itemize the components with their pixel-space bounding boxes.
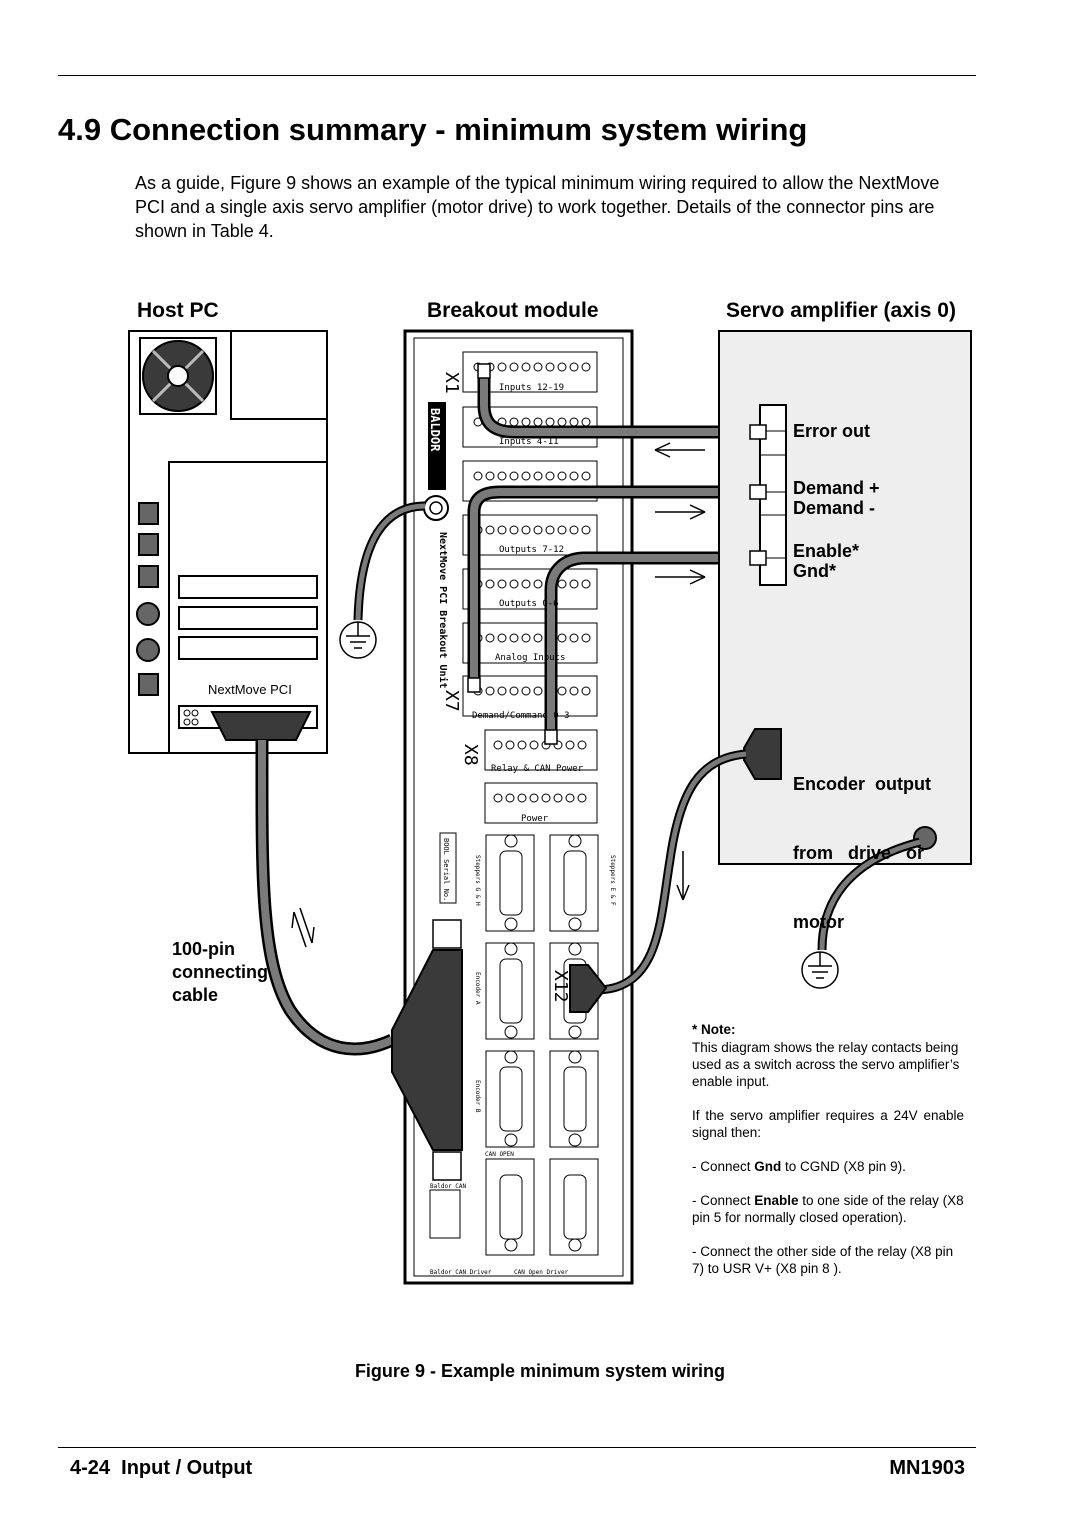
- figure-caption: Figure 9 - Example minimum system wiring: [354, 1361, 726, 1381]
- nextmove-card-label: NextMove PCI: [208, 682, 292, 697]
- demand-minus-label: Demand -: [793, 498, 876, 518]
- cable-label-line: connecting: [172, 962, 269, 982]
- footer-section: 4-24 Input / Output: [70, 1457, 253, 1479]
- outputs-7-12-label: Outputs 7-12: [499, 545, 565, 555]
- x7-label: X7: [441, 690, 462, 712]
- footer-doc-number: MN1903: [889, 1457, 965, 1479]
- breakout-logo: BALDOR: [428, 408, 442, 452]
- inputs-4-11-label: Inputs 4-11: [499, 437, 559, 447]
- baldor-can-label: Baldor CAN: [430, 1183, 467, 1190]
- can-open-driver-label: CAN Open Driver: [514, 1269, 569, 1276]
- breakout-module-header: Breakout module: [427, 299, 599, 322]
- encoder-output-line: Encoder output: [793, 774, 931, 794]
- breakout-module: [392, 331, 632, 1283]
- note-bullet: [692, 1192, 964, 1226]
- note-text: - Connect: [692, 1159, 755, 1174]
- encoder-output-line: from drive or: [793, 843, 925, 863]
- demand-command-label: Demand/Command 0-3: [472, 711, 570, 721]
- encoder-b-label: Encoder B: [474, 1080, 481, 1113]
- x12-label: X12: [550, 970, 571, 1003]
- servo-amplifier-header: Servo amplifier (axis 0): [726, 299, 956, 322]
- steppers-ef-label: Steppers E & F: [609, 855, 616, 906]
- power-label: Power: [521, 814, 549, 824]
- section-title: 4.9 Connection summary - minimum system wiring: [58, 112, 808, 147]
- intro-paragraph: As a guide, Figure 9 shows an example of the typical minimum wiring required to allow the NextMove PCI and a single axis servo amplifier (motor drive) to work together. Details of the connector pins are shown in Table 4.: [135, 173, 940, 241]
- breakout-unit-name: NextMove PCI Breakout Unit: [437, 532, 448, 689]
- note-bold: Enable: [754, 1193, 799, 1208]
- note-text: to one side of the relay (X8 pin 5 for normally closed operation).: [692, 1193, 964, 1225]
- cable-label: [172, 938, 268, 1007]
- note-bullet: - Connect the other side of the relay (X8 pin 7) to USR V+ (X8 pin 8 ).: [692, 1244, 954, 1276]
- error-out-label: Error out: [793, 421, 871, 441]
- serial-no-label: BOOL Serial No.: [442, 838, 450, 902]
- signal-arrows: [655, 443, 705, 900]
- bidirectional-arrow-icon: [292, 908, 314, 947]
- fan-icon: [140, 338, 216, 414]
- ground-symbol-icon: [340, 622, 376, 658]
- encoder-output-line: motor: [793, 912, 844, 932]
- can-open-label: CAN OPEN: [485, 1151, 514, 1158]
- inputs-12-19-label: Inputs 12-19: [499, 383, 565, 393]
- encoder-a-label: Encoder A: [474, 972, 481, 1005]
- x1-label: X1: [441, 372, 462, 394]
- demand-plus-label: Demand +: [793, 478, 880, 498]
- baldor-can-driver-label: Baldor CAN Driver: [430, 1269, 492, 1276]
- footer-rule: [58, 1447, 976, 1448]
- note-bold: Gnd: [754, 1159, 782, 1174]
- note-text: to CGND (X8 pin 9).: [781, 1159, 906, 1174]
- gnd-label: Gnd*: [793, 561, 836, 581]
- note-heading: * Note:: [692, 1022, 736, 1037]
- note-text: - Connect: [692, 1193, 755, 1208]
- cable-label-line: cable: [172, 985, 219, 1005]
- cable-label-line: 100-pin: [172, 939, 236, 959]
- note-paragraph: If the servo amplifier requires a 24V enable signal then:: [692, 1108, 964, 1140]
- steppers-ghi-label: Steppers G & H: [474, 855, 481, 906]
- note-paragraph: This diagram shows the relay contacts being used as a switch across the servo amplifier’s enable input.: [692, 1040, 960, 1089]
- x8-label: X8: [460, 744, 481, 766]
- encoder-output-label: [793, 727, 931, 957]
- ground-symbol-icon: [802, 952, 838, 988]
- outputs-0-6-label: Outputs 0-6: [499, 599, 559, 609]
- relay-can-power-label: Relay & CAN Power: [491, 764, 584, 774]
- note-bullet: [692, 1158, 964, 1175]
- host-pc-header: Host PC: [137, 299, 219, 322]
- enable-label: Enable*: [793, 541, 860, 561]
- analog-inputs-label: Analog Inputs: [495, 653, 566, 663]
